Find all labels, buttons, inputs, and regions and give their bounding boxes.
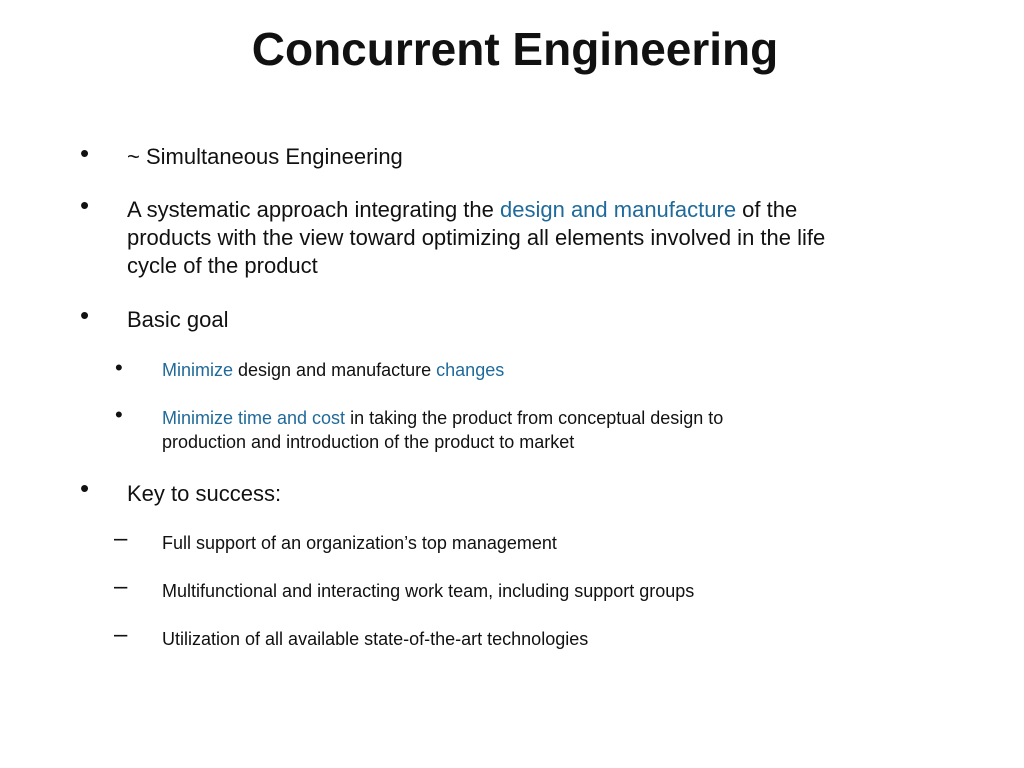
goal-2-highlight-1: Minimize time and cost [162, 408, 346, 428]
bullet-text-key-to-success: Key to success: [127, 481, 282, 506]
bullet-icon: • [80, 473, 90, 503]
dash-icon: – [114, 621, 128, 648]
bullet-text-definition [127, 196, 867, 280]
goal-1-mid: design and manufacture [233, 360, 437, 380]
sub-bullet-icon: • [115, 402, 123, 427]
bullet-icon: • [80, 190, 90, 220]
goal-1-highlight-2: changes [436, 360, 505, 380]
bullet-text-simultaneous: ~ Simultaneous Engineering [127, 144, 403, 169]
success-item-technologies: Utilization of all available state-of-the-art technologies [162, 629, 589, 649]
bullet-icon: • [80, 300, 90, 330]
dash-icon: – [114, 525, 128, 552]
bullet-icon: • [80, 138, 90, 168]
definition-pre: A systematic approach integrating the [127, 197, 500, 222]
success-item-management: Full support of an organization’s top management [162, 533, 557, 553]
bullet-text-basic-goal: Basic goal [127, 307, 229, 332]
definition-highlight: design and manufacture [500, 197, 737, 222]
definition-post: of the products with the view toward optimizing all elements involved in the life cycle of the product [127, 197, 826, 278]
dash-icon: – [114, 573, 128, 600]
slide-title: Concurrent Engineering [251, 23, 779, 75]
success-item-team: Multifunctional and interacting work team, including support groups [162, 581, 695, 601]
goal-1-highlight-1: Minimize [162, 360, 234, 380]
goal-item-changes [162, 358, 504, 382]
sub-bullet-icon: • [115, 355, 123, 380]
goal-2-mid: in taking the product from conceptual design to production and introduction of the product to market [162, 408, 724, 452]
goal-item-time-cost [162, 406, 802, 454]
